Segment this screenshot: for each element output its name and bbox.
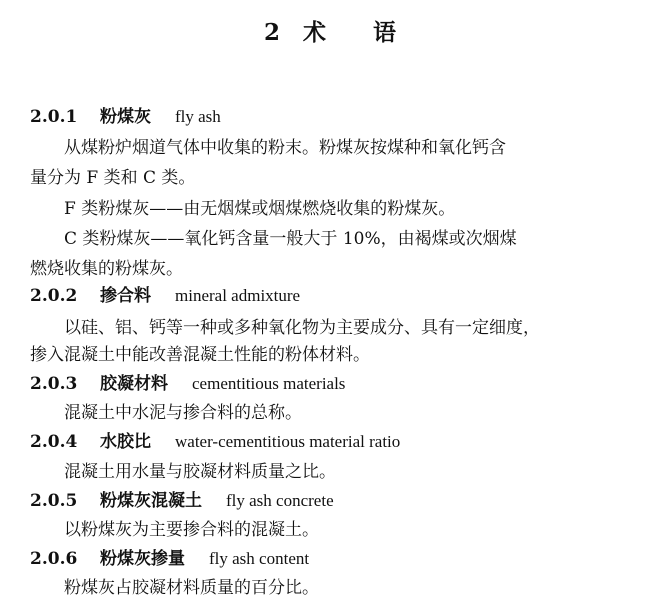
term-definition-line: 燃烧收集的粉煤灰。	[30, 259, 183, 279]
term-chinese: 粉煤灰掺量	[100, 549, 185, 569]
term-definition-line: 量分为 F 类和 C 类。	[30, 168, 196, 188]
term-heading-2-0-6	[30, 548, 309, 570]
chapter-number: 2	[263, 19, 281, 46]
term-number: 2.0.5	[30, 491, 78, 511]
term-number: 2.0.1	[30, 107, 78, 127]
term-english: mineral admixture	[175, 286, 301, 305]
term-definition-line: C 类粉煤灰——氧化钙含量一般大于 10%，由褐煤或次烟煤	[64, 229, 517, 249]
term-chinese: 水胶比	[100, 432, 151, 452]
term-definition-line: 掺入混凝土中能改善混凝土性能的粉体材料。	[30, 345, 370, 365]
term-definition-line: 以硅、铝、钙等一种或多种氧化物为主要成分、具有一定细度，	[64, 318, 540, 338]
term-chinese: 粉煤灰混凝土	[100, 491, 202, 511]
chapter-title	[0, 14, 661, 47]
term-english: fly ash concrete	[226, 491, 334, 510]
term-heading-2-0-1	[30, 106, 221, 128]
term-english: water-cementitious material ratio	[175, 432, 401, 451]
term-heading-2-0-4	[30, 431, 400, 453]
chapter-title-word-2: 语	[373, 19, 397, 46]
term-definition-line: 粉煤灰占胶凝材料质量的百分比。	[64, 578, 319, 598]
term-heading-2-0-5	[30, 490, 334, 512]
term-definition-line: F 类粉煤灰——由无烟煤或烟煤燃烧收集的粉煤灰。	[64, 199, 456, 219]
term-definition-line: 混凝土用水量与胶凝材料质量之比。	[64, 462, 336, 482]
term-chinese: 掺合料	[100, 286, 151, 306]
term-english: fly ash	[175, 107, 221, 126]
chapter-title-word-1: 术	[303, 19, 327, 46]
term-definition-line: 从煤粉炉烟道气体中收集的粉末。粉煤灰按煤种和氧化钙含	[64, 138, 506, 158]
term-number: 2.0.6	[30, 549, 78, 569]
term-number: 2.0.3	[30, 374, 78, 394]
term-definition-line: 混凝土中水泥与掺合料的总称。	[64, 403, 302, 423]
term-number: 2.0.2	[30, 286, 78, 306]
term-chinese: 胶凝材料	[100, 374, 168, 394]
term-chinese: 粉煤灰	[100, 107, 151, 127]
term-heading-2-0-3	[30, 373, 345, 395]
term-definition-line: 以粉煤灰为主要掺合料的混凝土。	[64, 520, 319, 540]
term-number: 2.0.4	[30, 432, 78, 452]
term-english: cementitious materials	[192, 374, 346, 393]
term-english: fly ash content	[209, 549, 310, 568]
term-heading-2-0-2	[30, 285, 300, 307]
